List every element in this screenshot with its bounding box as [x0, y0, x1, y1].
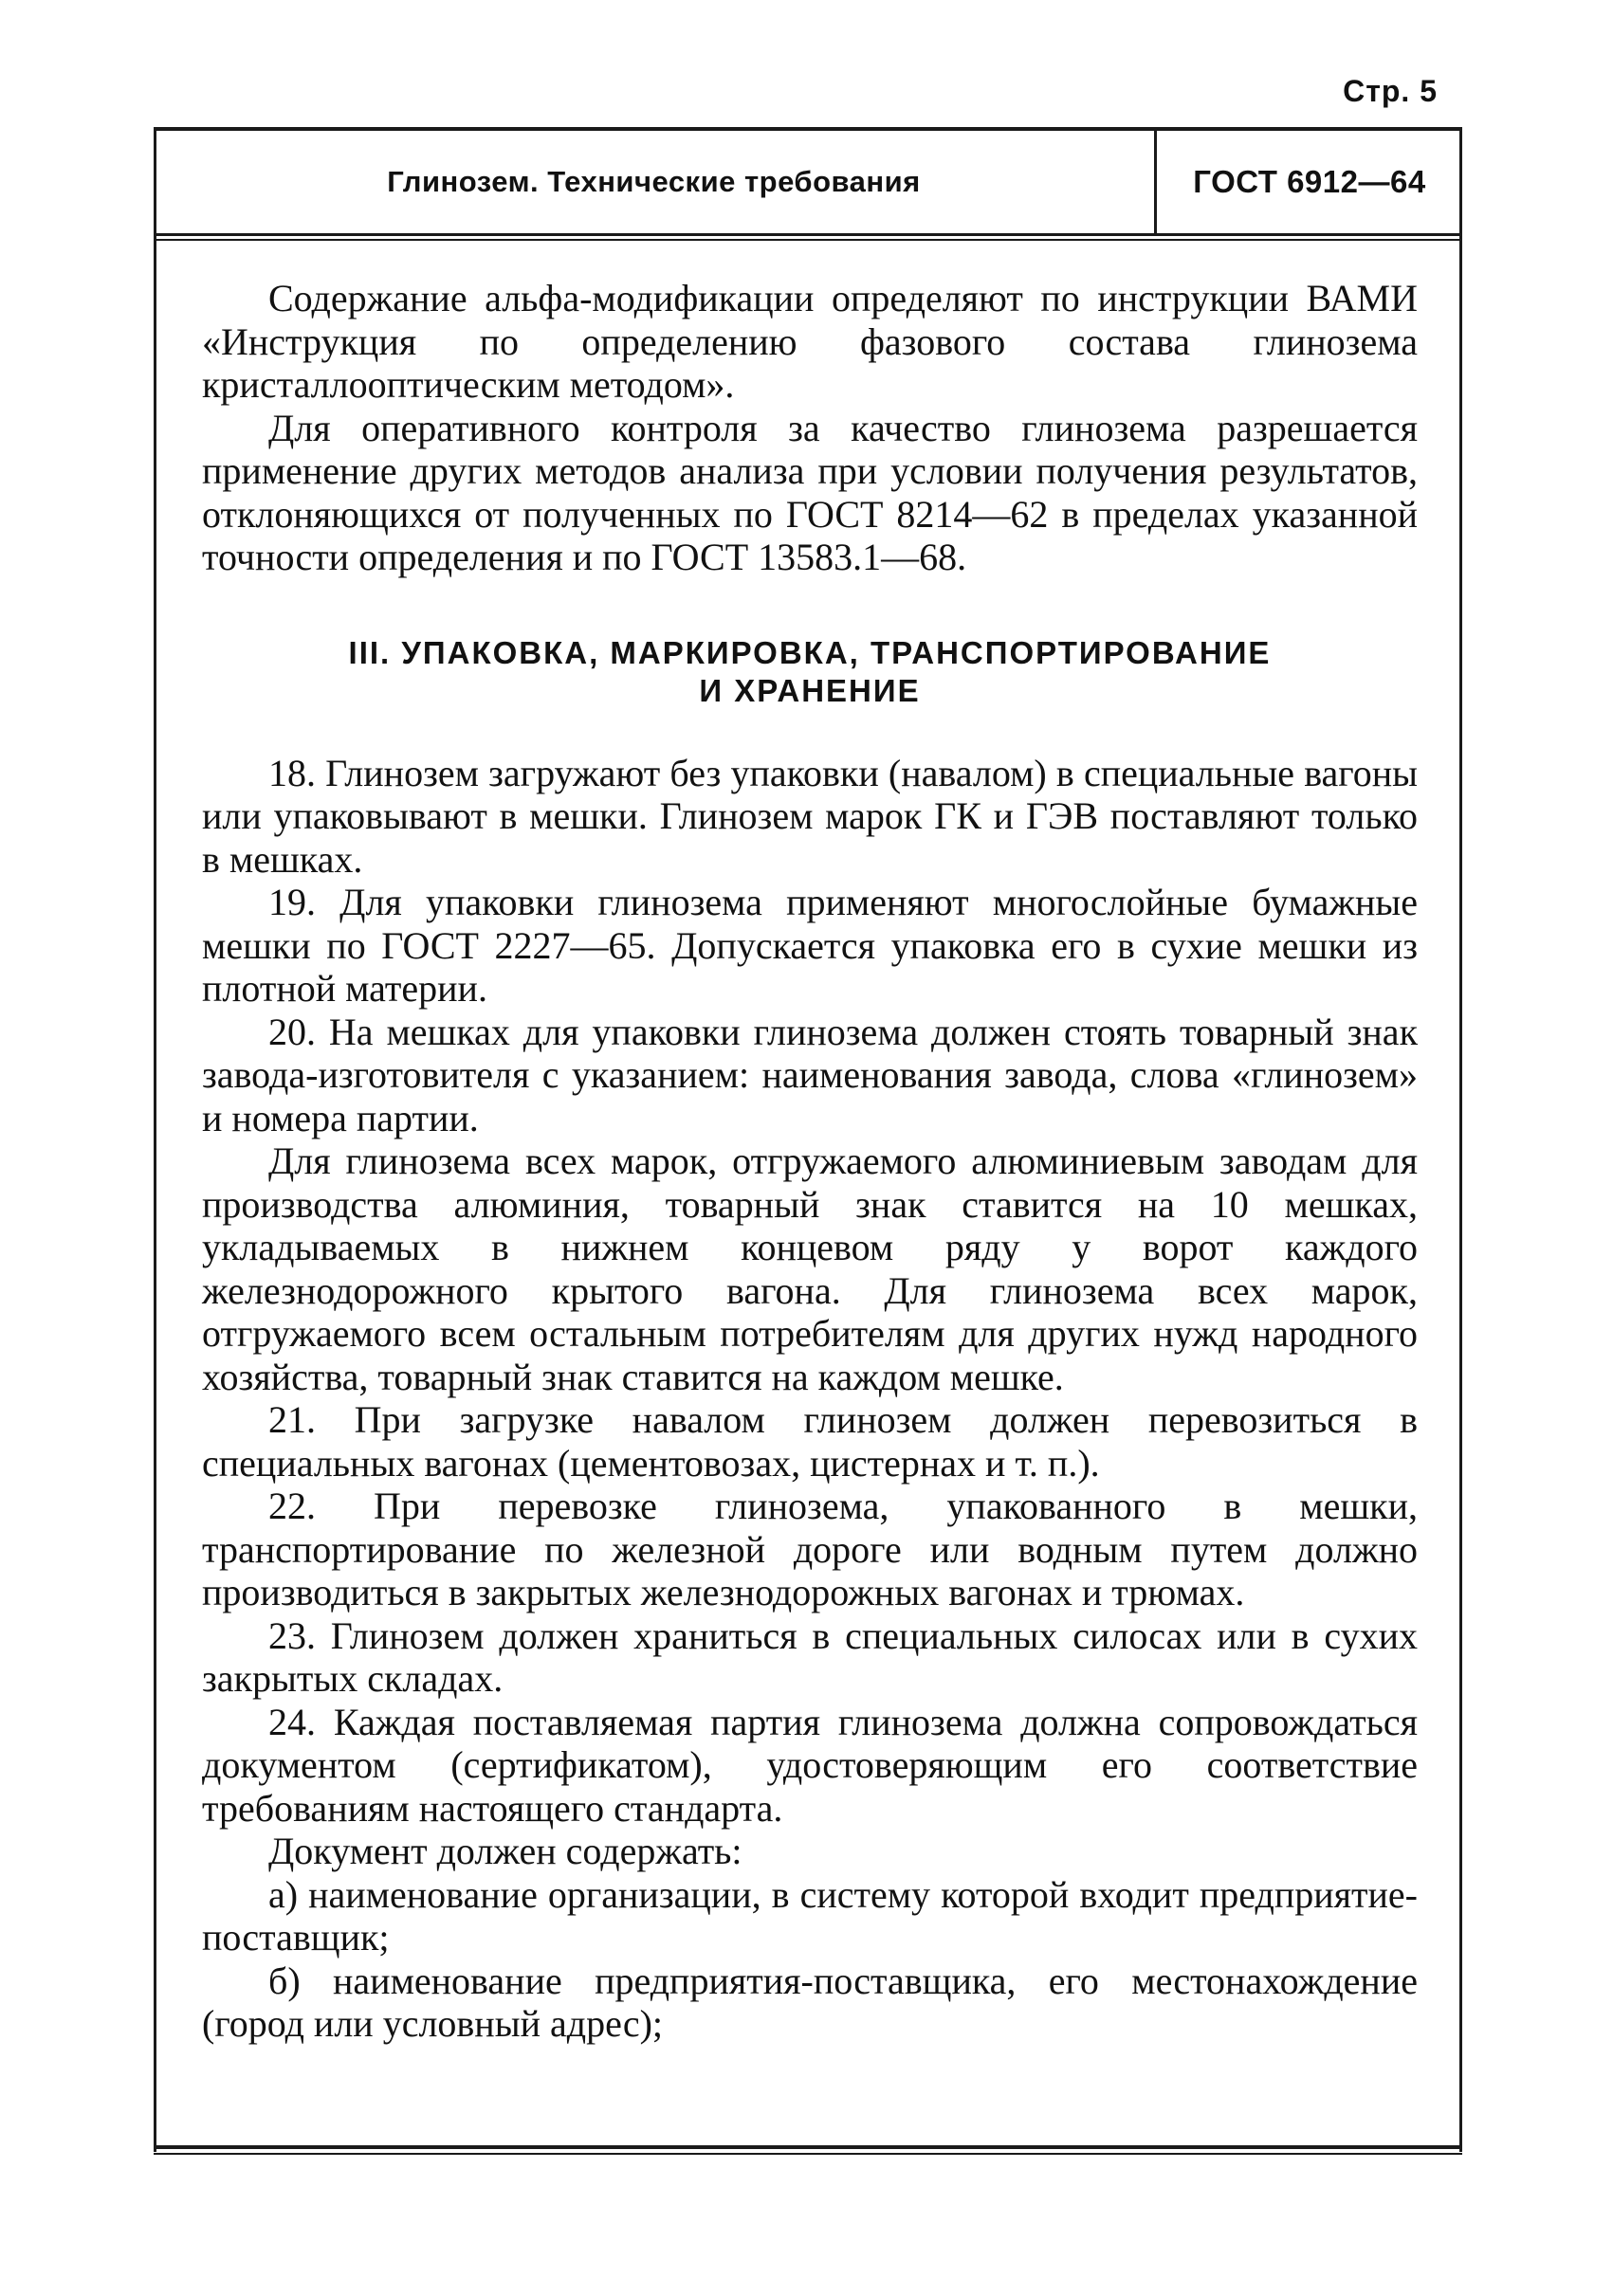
document-body [202, 277, 1418, 2046]
list-item: а) наименование организации, в систему которой входит предприятие-поставщик; [202, 1872, 1418, 1959]
paragraph: Документ должен содержать: [268, 1830, 742, 1872]
document-header [154, 131, 1462, 233]
paragraph-item-23: 23. Глинозем должен храниться в специальных силосах или в сухих закрытых складах. [202, 1613, 1418, 1700]
paragraph: Для оперативного контроля за качество глинозема разрешается применение других методов анализа при условии получения результатов, отклоняющихся от полученных по ГОСТ 8214—62 в пределах указанной точности определения и по ГОСТ 13583.1—68. [202, 406, 1418, 578]
paragraph-item-19: 19. Для упаковки глинозема применяют многослойные бумажные мешки по ГОСТ 2227—65. Допускается упаковка его в сухие мешки из плотной материи. [202, 881, 1418, 1010]
section-title-line: И ХРАНЕНИЕ [699, 672, 921, 708]
list-item: б) наименование предприятия-поставщика, его местонахождение (город или условный адрес); [202, 1959, 1418, 2045]
paragraph-item-24: 24. Каждая поставляемая партия глинозема должна сопровождаться документом (сертификатом), удостоверяющим его соответствие требованиям настоящего стандарта. [202, 1700, 1418, 1830]
paragraph-item-22: 22. При перевозке глинозема, упакованного в мешки, транспортирование по железной дороге или водным путем должно производиться в закрытых железнодорожных вагонах и трюмах. [202, 1485, 1418, 1613]
paragraph-item-20: 20. На мешках для упаковки глинозема должен стоять товарный знак завода-изготовителя с указанием: наименования завода, слова «глинозем» и номера партии. [202, 1010, 1418, 1139]
paragraph-item-18: 18. Глинозем загружают без упаковки (навалом) в специальные вагоны или упаковывают в мешки. Глинозем марок ГК и ГЭВ поставляют только в мешках. [202, 751, 1418, 881]
header-rule-secondary [154, 239, 1462, 241]
header-title: Глинозем. Технические требования [387, 165, 921, 198]
frame-bottom-rule-secondary [154, 2153, 1462, 2155]
paragraph: Для глинозема всех марок, отгружаемого алюминиевым заводам для производства алюминия, товарный знак ставится на 10 мешках, укладываемых в нижнем концевом ряду у ворот каждого железнодорожного крытого вагона. Для глинозема всех марок, отгружаемого всем остальным потребителям для других нужд народного хозяйства, товарный знак ставится на каждом мешке. [202, 1139, 1418, 1398]
page-number: Стр. 5 [1343, 74, 1438, 108]
frame-bottom-rule [154, 2145, 1462, 2149]
section-title-line: III. УПАКОВКА, МАРКИРОВКА, ТРАНСПОРТИРОВАНИЕ [348, 634, 1272, 670]
header-rule [154, 233, 1462, 236]
header-standard-number: ГОСТ 6912—64 [1193, 164, 1426, 199]
paragraph-item-21: 21. При загрузке навалом глинозем должен перевозиться в специальных вагонах (цементовозах, цистернах и т. п.). [202, 1398, 1418, 1485]
paragraph: Содержание альфа-модификации определяют по инструкции ВАМИ «Инструкция по определению фазового состава глинозема кристаллооптическим методом». [202, 277, 1418, 406]
section-title [202, 634, 1418, 710]
